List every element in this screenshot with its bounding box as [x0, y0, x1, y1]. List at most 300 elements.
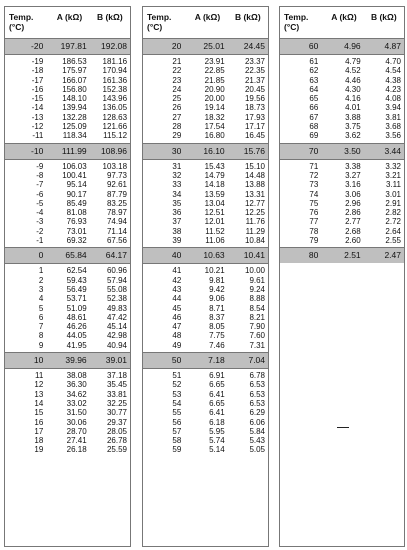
- highlight-row: [5, 248, 130, 263]
- temp-cell: 58: [172, 436, 182, 446]
- table-row: [143, 427, 268, 436]
- temp-cell: -11: [32, 131, 44, 141]
- a-cell: 100.41: [62, 170, 87, 180]
- b-cell: 11.29: [245, 226, 266, 236]
- temp-cell: 41: [172, 266, 182, 276]
- b-cell: 24.45: [243, 41, 266, 51]
- temp-cell: 9: [38, 340, 44, 350]
- table-row: [5, 371, 130, 380]
- temp-cell: 46: [172, 312, 182, 322]
- temp-cell: -19: [31, 57, 44, 66]
- b-cell: 39.01: [105, 355, 128, 366]
- temp-cell: -14: [31, 103, 44, 113]
- a-cell: 38.08: [66, 371, 87, 381]
- temp-cell: 60: [308, 41, 319, 51]
- a-cell: 8.71: [209, 303, 225, 313]
- table-row: [5, 445, 130, 454]
- row-group: [143, 162, 268, 249]
- b-cell: 49.83: [106, 303, 128, 313]
- table-row: [5, 331, 130, 340]
- a-cell: 111.99: [61, 145, 87, 156]
- table-column-3: [279, 6, 405, 547]
- table-row: [143, 76, 268, 85]
- a-cell: 148.10: [62, 94, 87, 104]
- a-cell: 12.51: [204, 208, 225, 218]
- a-cell: 9.42: [209, 284, 225, 294]
- highlight-group: [5, 144, 130, 160]
- b-cell: 22.35: [244, 66, 266, 76]
- highlight-group: [143, 144, 268, 160]
- table-row: [143, 390, 268, 399]
- b-cell: 115.12: [103, 131, 128, 141]
- a-cell: 85.49: [66, 198, 87, 208]
- table-column-1: [4, 6, 131, 547]
- a-cell: 33.02: [66, 398, 87, 408]
- column-header: [143, 7, 268, 39]
- b-cell: 2.91: [385, 198, 401, 208]
- a-cell: 4.16: [345, 94, 361, 104]
- table-row: [280, 76, 404, 85]
- table-row: [280, 94, 404, 103]
- table-row: [5, 276, 130, 285]
- a-cell: 3.75: [345, 122, 361, 132]
- temp-cell: 7: [38, 322, 44, 332]
- table-row: [280, 180, 404, 189]
- a-cell: 23.91: [204, 57, 225, 66]
- a-cell: 22.85: [204, 66, 225, 76]
- temp-cell: 76: [309, 208, 319, 218]
- temp-cell: 56: [172, 417, 182, 427]
- b-cell: 7.04: [248, 355, 266, 366]
- b-cell: 97.73: [106, 170, 128, 180]
- temp-cell: 4: [38, 294, 44, 304]
- b-cell: 17.17: [244, 122, 266, 132]
- b-cell: 7.90: [249, 322, 266, 332]
- b-cell: 9.24: [249, 284, 266, 294]
- a-cell: 65.84: [65, 250, 87, 261]
- temp-cell: 17: [34, 426, 44, 436]
- a-cell: 2.86: [345, 208, 361, 218]
- b-cell: 3.11: [386, 180, 401, 190]
- b-cell: 10.00: [244, 266, 266, 276]
- table-row: [280, 57, 404, 66]
- temp-cell: 28: [172, 122, 182, 132]
- highlight-group: [280, 39, 404, 55]
- table-row: [5, 57, 130, 66]
- b-cell: 5.43: [249, 436, 266, 446]
- a-cell: 34.62: [66, 389, 87, 399]
- a-cell: 13.04: [204, 198, 225, 208]
- b-cell: 14.48: [244, 170, 266, 180]
- b-cell: 32.25: [106, 398, 128, 408]
- table-row: [280, 162, 404, 171]
- table-row: [280, 217, 404, 226]
- temp-cell: 6: [38, 312, 44, 322]
- column-header: [280, 7, 404, 39]
- row-group: [5, 266, 130, 353]
- a-cell: 14.79: [204, 170, 225, 180]
- table-row: [143, 199, 268, 208]
- temp-cell: -7: [36, 180, 44, 190]
- temp-cell: -2: [36, 226, 44, 236]
- temp-cell: 67: [309, 112, 319, 122]
- table-row: [5, 131, 130, 140]
- table-column-2: [142, 6, 269, 547]
- temp-cell: 59: [172, 445, 182, 455]
- a-cell: 2.51: [344, 250, 361, 261]
- highlight-group: [280, 248, 404, 263]
- b-cell: 18.73: [244, 103, 266, 113]
- b-cell: 33.81: [106, 389, 128, 399]
- a-cell: 46.26: [66, 322, 87, 332]
- b-header: B (kΩ): [370, 12, 397, 22]
- b-cell: 71.14: [106, 226, 128, 236]
- table-row: [280, 227, 404, 236]
- table-row: [5, 427, 130, 436]
- temp-cell: 50: [171, 355, 182, 366]
- table-row: [5, 341, 130, 350]
- table-row: [5, 322, 130, 331]
- b-cell: 7.60: [249, 331, 266, 341]
- b-cell: 30.77: [106, 408, 128, 418]
- b-cell: 13.31: [244, 189, 266, 199]
- b-cell: 2.82: [385, 208, 401, 218]
- table-row: [5, 236, 130, 245]
- table-row: [280, 171, 404, 180]
- b-cell: 64.17: [105, 250, 128, 261]
- highlight-row: [280, 39, 404, 54]
- b-cell: 143.96: [102, 94, 128, 104]
- temp-cell: 70: [308, 145, 319, 156]
- a-cell: 6.65: [209, 380, 225, 390]
- a-cell: 95.14: [66, 180, 87, 190]
- a-cell: 13.59: [204, 189, 225, 199]
- temp-cell: 55: [172, 408, 182, 418]
- a-cell: 20.90: [204, 84, 225, 94]
- b-cell: 23.37: [244, 57, 266, 66]
- a-cell: 10.63: [203, 250, 225, 261]
- table-row: [280, 85, 404, 94]
- b-cell: 3.01: [385, 189, 401, 199]
- temp-cell: -3: [36, 217, 44, 227]
- table-row: [143, 113, 268, 122]
- a-cell: 59.43: [66, 275, 87, 285]
- a-cell: 41.95: [66, 340, 87, 350]
- a-cell: 4.52: [345, 66, 361, 76]
- a-cell: 7.46: [209, 340, 225, 350]
- a-cell: 12.01: [204, 217, 225, 227]
- b-cell: 78.97: [106, 208, 128, 218]
- a-cell: 4.30: [345, 84, 361, 94]
- a-cell: 81.08: [66, 208, 87, 218]
- a-cell: 2.68: [345, 226, 361, 236]
- temp-cell: -16: [31, 84, 44, 94]
- b-cell: 19.56: [244, 94, 266, 104]
- a-cell: 20.00: [204, 94, 225, 104]
- temp-cell: 44: [172, 294, 182, 304]
- highlight-row: [280, 144, 404, 159]
- temp-cell: 74: [309, 189, 319, 199]
- row-group: [280, 162, 404, 249]
- temp-cell: 61: [309, 57, 319, 66]
- b-cell: 37.18: [106, 371, 128, 381]
- temp-cell: 79: [309, 236, 319, 246]
- a-cell: 27.41: [66, 436, 87, 446]
- a-cell: 56.49: [66, 284, 87, 294]
- temp-cell: 69: [309, 131, 319, 141]
- table-row: [280, 103, 404, 112]
- a-cell: 6.18: [209, 417, 225, 427]
- temp-cell: 54: [172, 398, 182, 408]
- b-cell: 136.05: [102, 103, 128, 113]
- b-cell: 12.25: [244, 208, 266, 218]
- table-row: [143, 94, 268, 103]
- a-cell: 30.06: [66, 417, 87, 427]
- temp-cell: 38: [172, 226, 182, 236]
- table-body: [5, 39, 130, 455]
- b-cell: 5.84: [249, 426, 266, 436]
- b-cell: 161.36: [102, 75, 128, 85]
- row-group: [280, 57, 404, 144]
- a-cell: 3.16: [345, 180, 361, 190]
- b-cell: 45.14: [106, 322, 128, 332]
- a-cell: 48.61: [66, 312, 87, 322]
- table-row: [143, 313, 268, 322]
- b-cell: 128.63: [102, 112, 128, 122]
- table-row: [280, 131, 404, 140]
- table-row: [5, 227, 130, 236]
- b-cell: 83.25: [106, 198, 128, 208]
- temp-cell: 45: [172, 303, 182, 313]
- a-cell: 10.21: [204, 266, 225, 276]
- b-cell: 3.21: [385, 170, 401, 180]
- b-cell: 152.38: [102, 84, 128, 94]
- temp-header: Temp. (°C): [9, 12, 34, 32]
- table-row: [143, 322, 268, 331]
- a-cell: 69.32: [66, 236, 87, 246]
- table-row: [143, 227, 268, 236]
- a-cell: 8.37: [209, 312, 225, 322]
- table-row: [5, 66, 130, 75]
- temp-cell: 39: [172, 236, 182, 246]
- a-cell: 19.14: [204, 103, 225, 113]
- b-cell: 103.18: [102, 161, 128, 171]
- highlight-row: [5, 144, 130, 159]
- b-cell: 4.70: [385, 57, 401, 66]
- a-cell: 2.60: [345, 236, 361, 246]
- b-cell: 12.77: [244, 198, 266, 208]
- table-row: [143, 103, 268, 112]
- table-row: [5, 380, 130, 389]
- b-cell: 13.88: [244, 180, 266, 190]
- temp-cell: 1: [38, 266, 44, 276]
- temp-cell: -13: [31, 112, 44, 122]
- a-cell: 5.95: [209, 426, 225, 436]
- temp-cell: 24: [172, 84, 182, 94]
- b-cell: 67.56: [106, 236, 128, 246]
- a-cell: 3.88: [345, 112, 361, 122]
- row-group: [143, 266, 268, 353]
- b-cell: 6.78: [249, 371, 266, 381]
- temp-cell: 51: [172, 371, 182, 381]
- a-cell: 3.06: [345, 189, 361, 199]
- table-row: [143, 331, 268, 340]
- b-cell: 8.54: [249, 303, 266, 313]
- table-row: [5, 304, 130, 313]
- table-row: [5, 285, 130, 294]
- b-cell: 16.45: [244, 131, 266, 141]
- b-cell: 52.38: [106, 294, 128, 304]
- b-cell: 11.76: [245, 217, 266, 227]
- table-body: [143, 39, 268, 455]
- a-cell: 39.96: [65, 355, 87, 366]
- table-row: [5, 199, 130, 208]
- b-cell: 5.05: [249, 445, 266, 455]
- a-cell: 21.85: [204, 75, 225, 85]
- table-row: [143, 217, 268, 226]
- b-cell: 42.98: [106, 331, 128, 341]
- a-cell: 7.18: [208, 355, 225, 366]
- temp-cell: 35: [172, 198, 182, 208]
- highlight-group: [143, 39, 268, 55]
- temp-cell: 53: [172, 389, 182, 399]
- b-cell: 121.66: [102, 122, 128, 132]
- table-row: [5, 190, 130, 199]
- temp-cell: 0: [38, 250, 44, 261]
- temp-cell: 29: [172, 131, 182, 141]
- a-cell: 125.09: [62, 122, 87, 132]
- temp-cell: 66: [309, 103, 319, 113]
- b-cell: 15.76: [243, 145, 266, 156]
- table-row: [143, 276, 268, 285]
- table-row: [143, 122, 268, 131]
- table-row: [143, 171, 268, 180]
- b-cell: 20.45: [244, 84, 266, 94]
- b-cell: 6.06: [249, 417, 266, 427]
- table-row: [5, 180, 130, 189]
- b-cell: 6.29: [249, 408, 266, 418]
- table-row: [5, 418, 130, 427]
- table-row: [5, 162, 130, 171]
- b-cell: 108.96: [101, 145, 128, 156]
- a-cell: 5.74: [209, 436, 225, 446]
- temp-cell: 15: [34, 408, 44, 418]
- b-cell: 3.94: [385, 103, 401, 113]
- temp-cell: 32: [172, 170, 182, 180]
- table-row: [143, 208, 268, 217]
- row-group: [5, 57, 130, 144]
- a-cell: 8.05: [209, 322, 225, 332]
- a-cell: 44.05: [66, 331, 87, 341]
- table-row: [143, 408, 268, 417]
- a-cell: 36.30: [66, 380, 87, 390]
- b-cell: 2.72: [385, 217, 401, 227]
- temp-cell: 37: [172, 217, 182, 227]
- row-group: [143, 57, 268, 144]
- dash-mark: [337, 427, 349, 428]
- highlight-group: [5, 39, 130, 55]
- a-cell: 16.10: [203, 145, 225, 156]
- a-cell: 6.65: [209, 398, 225, 408]
- a-cell: 90.17: [66, 189, 87, 199]
- table-row: [143, 445, 268, 454]
- highlight-row: [143, 144, 268, 159]
- a-cell: 16.80: [204, 131, 225, 141]
- table-row: [5, 408, 130, 417]
- a-cell: 73.01: [66, 226, 87, 236]
- temp-cell: 77: [309, 217, 319, 227]
- b-cell: 4.38: [385, 75, 401, 85]
- b-cell: 55.08: [106, 284, 128, 294]
- table-row: [143, 304, 268, 313]
- a-cell: 3.62: [345, 131, 361, 141]
- temp-cell: 25: [172, 94, 182, 104]
- table-row: [5, 208, 130, 217]
- b-cell: 92.61: [106, 180, 128, 190]
- a-cell: 7.75: [209, 331, 225, 341]
- temp-cell: 18: [34, 436, 44, 446]
- b-cell: 28.05: [106, 426, 128, 436]
- table-row: [143, 57, 268, 66]
- table-row: [5, 103, 130, 112]
- b-cell: 57.94: [106, 275, 128, 285]
- highlight-row: [143, 353, 268, 368]
- table-row: [143, 418, 268, 427]
- a-cell: 132.28: [62, 112, 87, 122]
- table-row: [280, 236, 404, 245]
- b-cell: 2.64: [385, 226, 401, 236]
- a-cell: 2.96: [345, 198, 361, 208]
- table-row: [143, 190, 268, 199]
- b-header: B (kΩ): [96, 12, 123, 22]
- temp-cell: 75: [309, 198, 319, 208]
- temp-cell: 5: [38, 303, 44, 313]
- temp-cell: 78: [309, 226, 319, 236]
- table-row: [280, 208, 404, 217]
- temp-cell: 72: [309, 170, 319, 180]
- temp-cell: 63: [309, 75, 319, 85]
- temp-cell: 43: [172, 284, 182, 294]
- b-cell: 15.10: [244, 161, 266, 171]
- a-cell: 6.41: [209, 408, 225, 418]
- row-group: [5, 371, 130, 455]
- temp-cell: 64: [309, 84, 319, 94]
- temp-cell: 68: [309, 122, 319, 132]
- temp-cell: 8: [38, 331, 44, 341]
- temp-cell: 40: [171, 250, 182, 261]
- b-cell: 40.94: [106, 340, 128, 350]
- table-row: [5, 266, 130, 275]
- temp-cell: 73: [309, 180, 319, 190]
- table-row: [5, 217, 130, 226]
- highlight-row: [280, 248, 404, 263]
- temp-cell: -10: [31, 145, 44, 156]
- temp-cell: -8: [36, 170, 44, 180]
- table-row: [143, 66, 268, 75]
- a-cell: 14.18: [204, 180, 225, 190]
- a-cell: 3.50: [344, 145, 361, 156]
- a-cell: 25.01: [203, 41, 225, 51]
- table-body: [280, 39, 404, 263]
- table-row: [280, 122, 404, 131]
- temp-cell: 21: [172, 57, 182, 66]
- table-row: [5, 85, 130, 94]
- b-cell: 26.78: [106, 436, 128, 446]
- a-header: A (kΩ): [194, 12, 221, 22]
- temp-cell: 33: [172, 180, 182, 190]
- temp-cell: -1: [36, 236, 44, 246]
- a-cell: 9.81: [209, 275, 225, 285]
